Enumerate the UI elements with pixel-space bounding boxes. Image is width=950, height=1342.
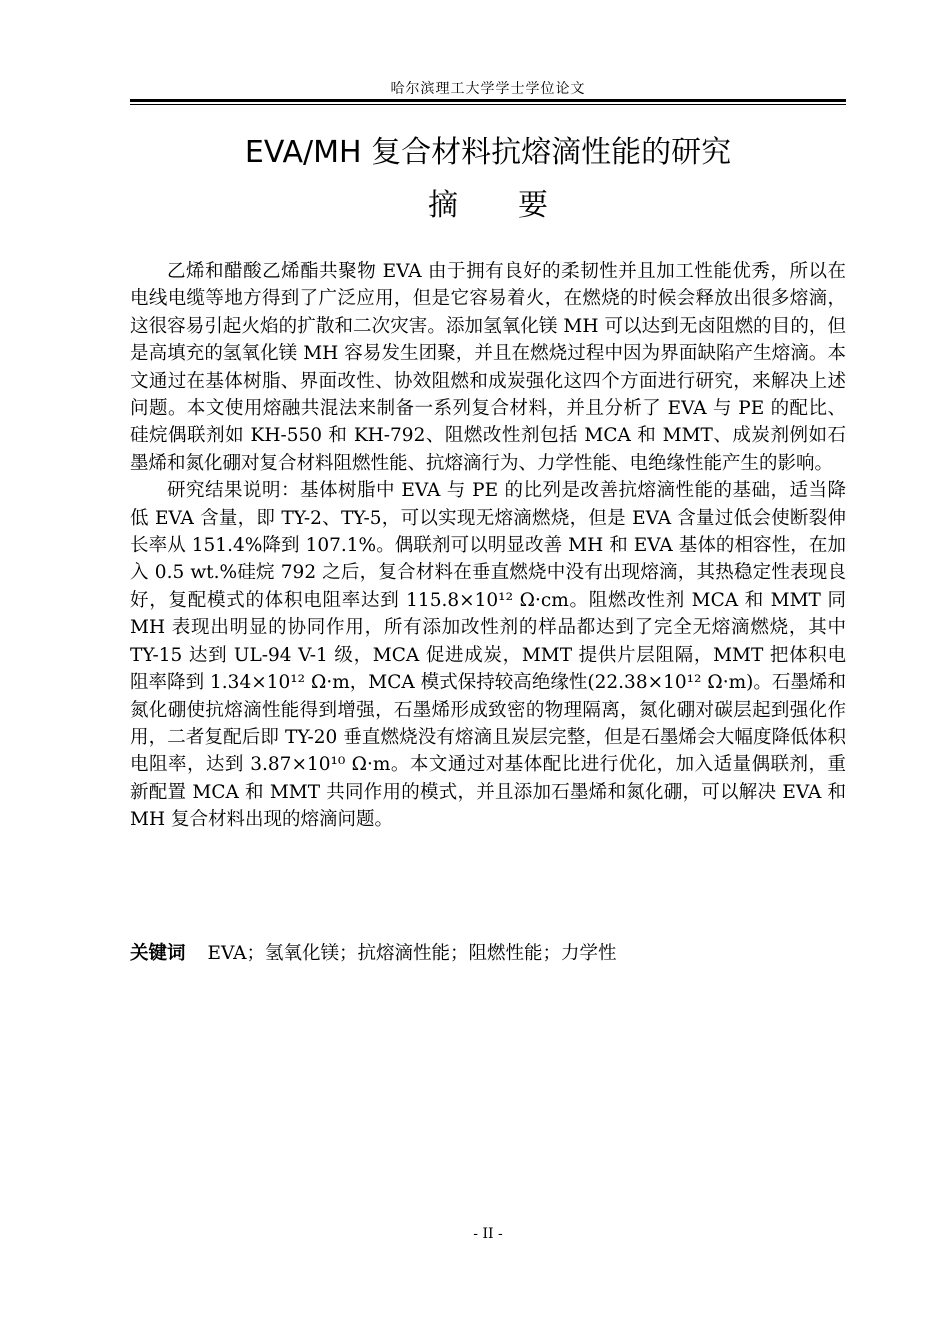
running-header: 哈尔滨理工大学学士学位论文 — [390, 81, 586, 97]
header-rule-thin — [130, 104, 846, 105]
abstract-heading: 摘 要 — [428, 188, 548, 223]
keywords-text: EVA；氢氧化镁；抗熔滴性能；阻燃性能；力学性 — [207, 943, 617, 964]
abstract-paragraph: 研究结果说明：基体树脂中 EVA 与 PE 的比列是改善抗熔滴性能的基础，适当降低 EVA 含量，即 TY-2、TY-5，可以实现无熔滴燃烧，但是 EVA 含量过低会使断裂伸长率从 151.4%降到 107.1%。偶联剂可以明显改善 MH 和 EVA 基体的相容性，在加入 0.5 wt.%硅烷 792 之后，复合材料在垂直燃烧中没有出现熔滴，其热稳定性表现良好，复配模式的体积电阻率达到 115.8×10¹² Ω·cm。阻燃改性剂 MCA 和 MMT 同 MH 表现出明显的协同作用，所有添加改性剂的样品都达到了完全无熔滴燃烧，其中 TY-15 达到 UL-94 V-1 级，MCA 促进成炭，MMT 提供片层阻隔，MMT 把体积电阻率降到 1.34×10¹² Ω·m，MCA 模式保持较高绝缘性(22.38×10¹² Ω·m)。石墨烯和氮化硼使抗熔滴性能得到增强，石墨烯形成致密的物理隔离，氮化硼对碳层起到强化作用，二者复配后即 TY-20 垂直燃烧没有熔滴且炭层完整，但是石墨烯会大幅度降低体积电阻率，达到 3.87×10¹⁰ Ω·m。本文通过对基体配比进行优化，加入适量偶联剂，重新配置 MCA 和 MMT 共同作用的模式，并且添加石墨烯和氮化硼，可以解决 EVA 和 MH 复合材料出现的熔滴问题。 — [130, 480, 846, 831]
page-number: - II - — [473, 1226, 503, 1242]
header-rule — [130, 99, 846, 102]
keywords-line — [130, 940, 846, 968]
keywords-label: 关键词 — [130, 943, 186, 964]
abstract-paragraph: 乙烯和醋酸乙烯酯共聚物 EVA 由于拥有良好的柔韧性并且加工性能优秀，所以在电线电缆等地方得到了广泛应用，但是它容易着火，在燃烧的时候会释放出很多熔滴，这很容易引起火焰的扩散和二次灾害。添加氢氧化镁 MH 可以达到无卤阻燃的目的，但是高填充的氢氧化镁 MH 容易发生团聚，并且在燃烧过程中因为界面缺陷产生熔滴。本文通过在基体树脂、界面改性、协效阻燃和成炭强化这四个方面进行研究，来解决上述问题。本文使用熔融共混法来制备一系列复合材料，并且分析了 EVA 与 PE 的配比、硅烷偶联剂如 KH-550 和 KH-792、阻燃改性剂包括 MCA 和 MMT、成炭剂例如石墨烯和氮化硼对复合材料阻燃性能、抗熔滴行为、力学性能、电绝缘性能产生的影响。 — [130, 261, 846, 474]
document-title: EVA/MH 复合材料抗熔滴性能的研究 — [244, 135, 732, 170]
abstract-body — [130, 258, 846, 834]
